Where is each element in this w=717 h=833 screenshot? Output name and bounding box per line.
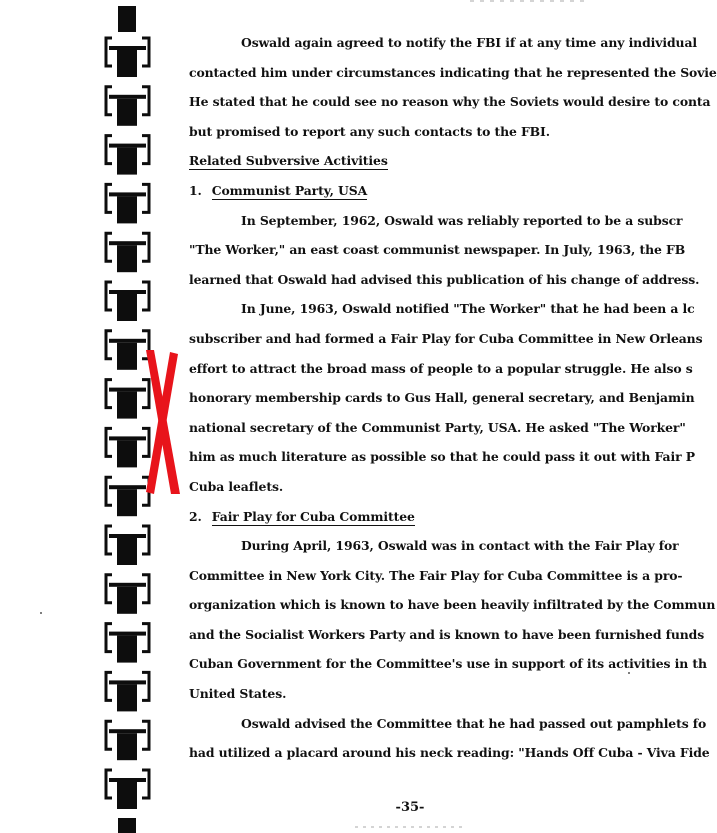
binding-loop [106,87,149,126]
binding-loop [106,233,149,272]
text-line: United States. [189,686,287,702]
text-line: "The Worker," an east coast communist newspaper. In July, 1963, the FB [189,242,686,258]
binding-loop [106,770,149,809]
paragraph-fbi-agreement [189,28,717,146]
paragraph-june-1963 [189,294,703,501]
subsection-heading-1 [189,176,640,206]
text-line: In June, 1963, Oswald notified "The Worker" that he had been a lc [241,301,695,317]
text-line: Cuba leaflets. [189,478,284,494]
binding-loop [106,526,149,565]
text-line: honorary membership cards to Gus Hall, general secretary, and Benjamin [189,390,695,406]
text-line: Committee in New York City. The Fair Play for Cuba Committee is a pro- [189,567,683,583]
red-x-mark [140,348,184,496]
text-line: contacted him under circumstances indicating that he represented the Sovie [189,64,717,80]
document-body [189,28,717,818]
text-line: Cuban Government for the Committee's use in support of its activities in th [189,656,707,672]
subsection-number: 2. [189,508,202,524]
text-line: subscriber and had formed a Fair Play for Cuba Committee in New Orleans [189,330,703,346]
text-line: national secretary of the Communist Party, USA. He asked "The Worker" [189,419,686,435]
scan-artifact-bottom [355,826,465,828]
subsection-title: Fair Play for Cuba Committee [211,508,415,524]
binding-block [118,6,136,32]
scan-speck [40,612,42,614]
text-line: him as much literature as possible so that he could pass it out with Fair P [189,449,695,465]
subsection-number: 1. [189,182,202,198]
text-line: organization which is known to have been heavily infiltrated by the Commun [189,597,716,613]
text-line: learned that Oswald had advised this publication of his change of address. [189,271,700,287]
paragraph-april-1963 [189,531,716,709]
text-line: but promised to report any such contacts to the FBI. [189,123,550,139]
section-heading-text: Related Subversive Activities [189,153,388,169]
binding-loop [106,282,149,321]
subsection-title: Communist Party, USA [211,182,368,198]
text-line: During April, 1963, Oswald was in contact with the Fair Play for [241,538,679,554]
page-number: -35- [395,800,425,815]
spiral-binding [0,0,160,833]
binding-loop [106,624,149,663]
text-line: In September, 1962, Oswald was reliably reported to be a subscr [241,212,683,228]
binding-block [118,818,136,833]
text-line: had utilized a placard around his neck reading: "Hands Off Cuba - Viva Fide [189,745,710,761]
binding-loop [106,721,149,760]
scan-artifact-top [470,0,590,2]
binding-loop [106,672,149,711]
paragraph-worker-subscription [189,206,700,295]
binding-loop [106,136,149,175]
binding-loop [106,575,149,614]
binding-loop [106,38,149,77]
subsection-heading-2 [189,502,640,532]
text-line: and the Socialist Workers Party and is known to have been furnished funds [189,626,705,642]
section-heading [189,146,640,176]
text-line: effort to attract the broad mass of people to a popular struggle. He also s [189,360,693,376]
paragraph-pamphlets [189,709,710,768]
text-line: Oswald again agreed to notify the FBI if at any time any individual [241,35,697,50]
text-line: He stated that he could see no reason why the Soviets would desire to conta [189,94,711,110]
binding-loop [106,184,149,223]
text-line: Oswald advised the Committee that he had passed out pamphlets fo [241,715,707,731]
